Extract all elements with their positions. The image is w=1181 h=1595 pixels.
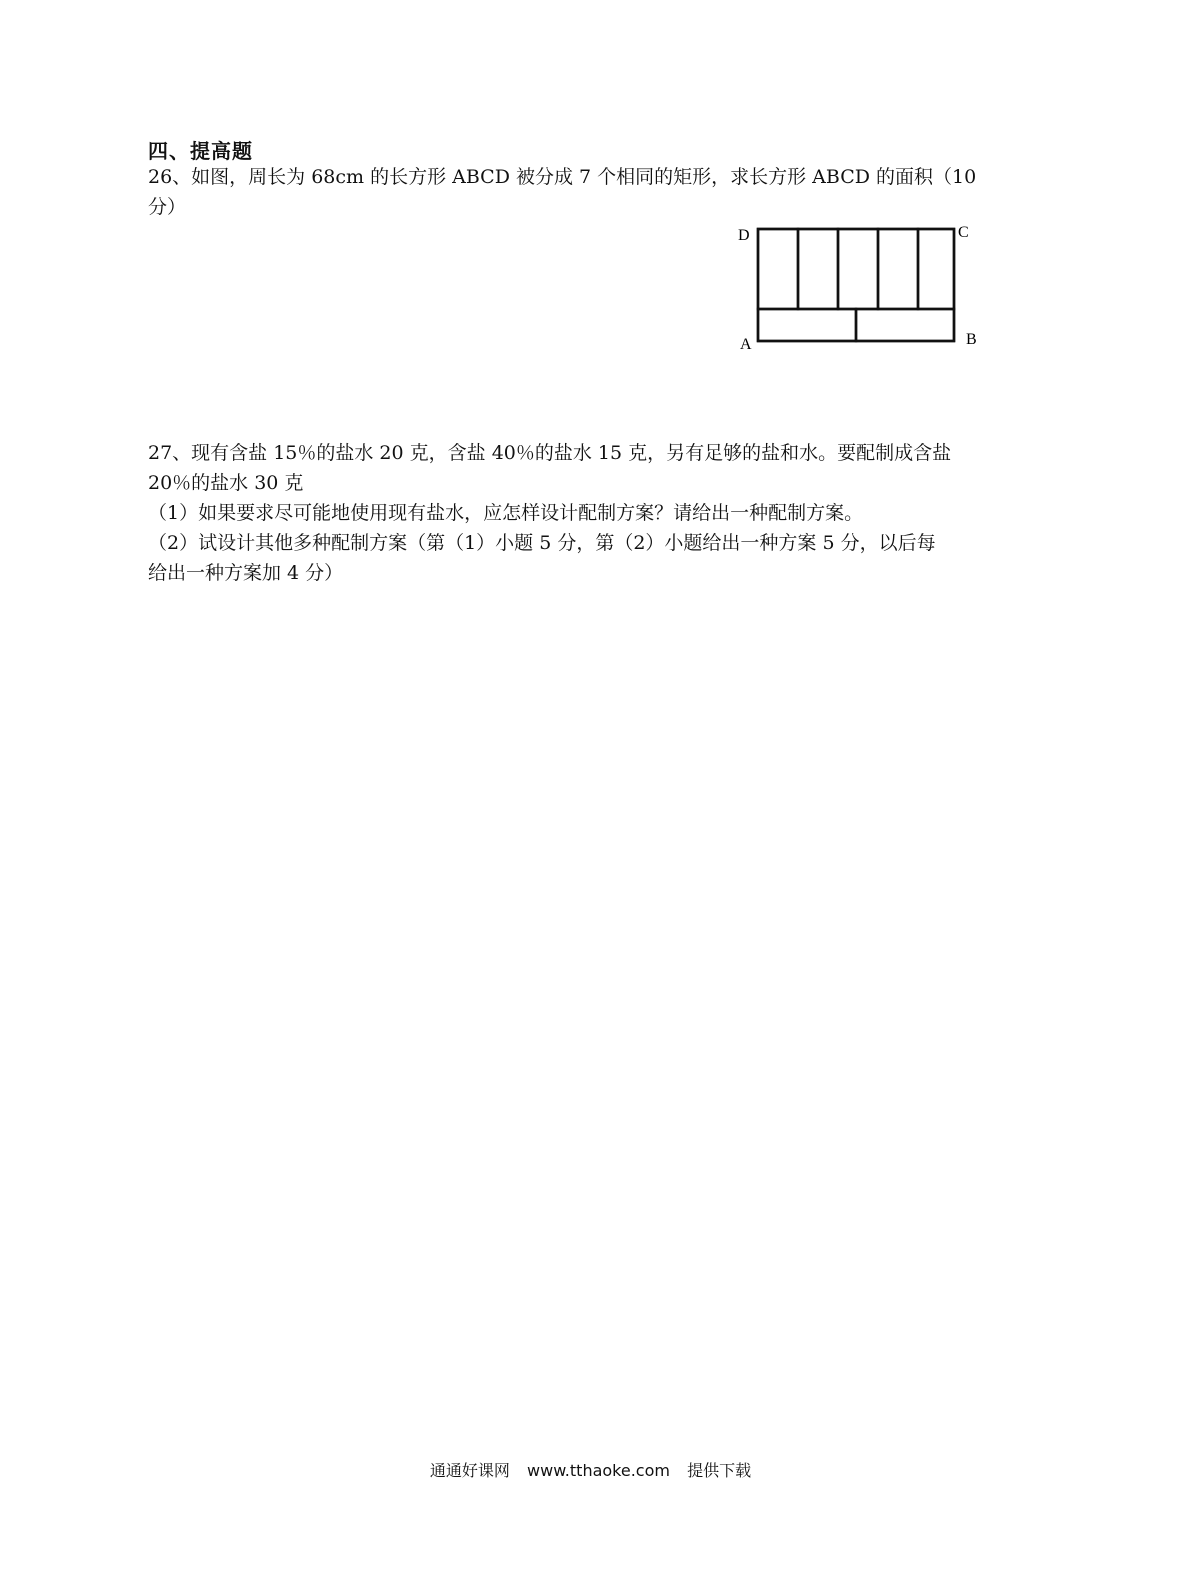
small-rectangle (838, 229, 878, 309)
small-rectangle (878, 229, 918, 309)
small-rectangle (918, 229, 954, 309)
rectangle-figure (730, 218, 990, 358)
vertex-label-c: C (958, 224, 969, 241)
rectangle-diagram (730, 218, 990, 358)
footer-url[interactable]: www.tthaoke.com (527, 1461, 670, 1480)
question-27-line: 27、现有含盐 15％的盐水 20 克，含盐 40％的盐水 15 克，另有足够的盐和水。要配制成含盐 (148, 442, 952, 464)
question-27 (148, 438, 1033, 588)
question-26-line: 26、如图，周长为 68cm 的长方形 ABCD 被分成 7 个相同的矩形，求长方形 ABCD 的面积（10 (148, 166, 977, 188)
section-title: 四、提高题 (148, 139, 253, 163)
small-rectangle (798, 229, 838, 309)
footer-suffix: 提供下载 (687, 1461, 752, 1480)
vertex-label-b: B (966, 331, 977, 348)
small-rectangle (758, 229, 798, 309)
question-27-line: （1）如果要求尽可能地使用现有盐水，应怎样设计配制方案？请给出一种配制方案。 (148, 502, 864, 524)
vertex-label-a: A (740, 336, 752, 353)
question-27-line: 给出一种方案加 4 分） (148, 562, 344, 584)
small-rectangle (856, 309, 954, 341)
vertex-label-d: D (738, 227, 750, 244)
question-26-line: 分） (148, 196, 187, 218)
footer-site-name: 通通好课网 (429, 1461, 510, 1480)
small-rectangle (758, 309, 856, 341)
question-27-line: 20％的盐水 30 克 (148, 472, 304, 494)
question-26 (148, 162, 1033, 222)
page-footer (0, 1458, 1181, 1481)
question-27-line: （2）试设计其他多种配制方案（第（1）小题 5 分，第（2）小题给出一种方案 5 分，以后每 (148, 532, 936, 554)
